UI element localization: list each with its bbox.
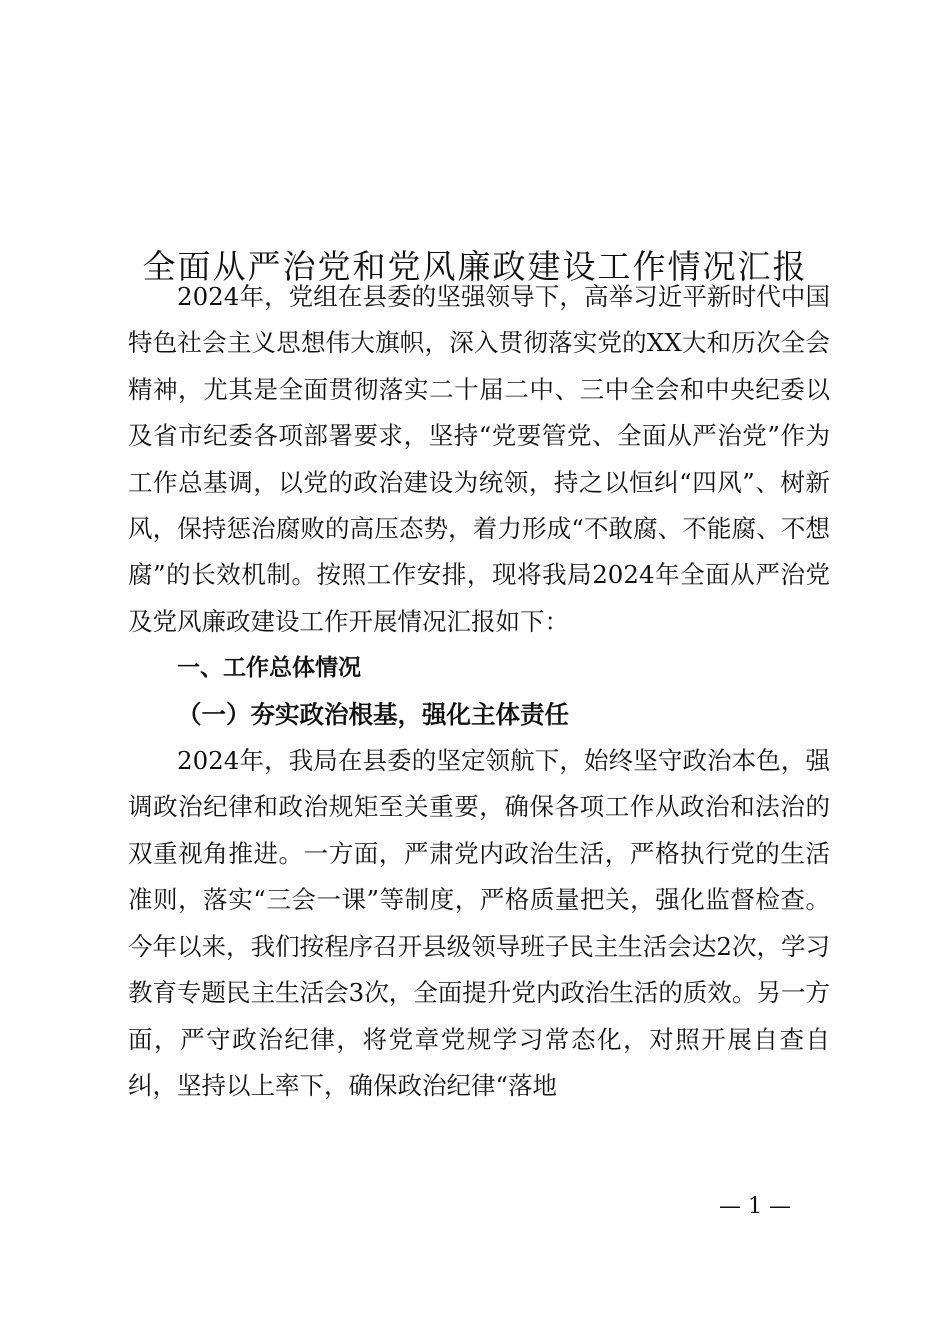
document-title: 全面从严治党和党风廉政建设工作情况汇报 [142, 247, 808, 287]
subsection-heading: （一）夯实政治根基，强化主体责任 [177, 699, 569, 729]
document-body [128, 274, 830, 1109]
intro-paragraph: 2024年，党组在县委的坚强领导下，高举习近平新时代中国特色社会主义思想伟大旗帜，深入贯彻落实党的XX大和历次全会精神，尤其是全面贯彻落实二十届二中、三中全会和中央纪委以及省市纪委各项部署要求，坚持“党要管党、全面从严治党”作为工作总基调，以党的政治建设为统领，持之以恒纠“四风”、树新风，保持惩治腐败的高压态势，着力形成“不敢腐、不能腐、不想腐”的长效机制。按照工作安排，现将我局2024年全面从严治党及党风廉政建设工作开展情况汇报如下： [128, 282, 830, 636]
page-number: — 1 — [719, 1194, 791, 1219]
subsection-paragraph: 2024年，我局在县委的坚定领航下，始终坚守政治本色，强调政治纪律和政治规矩至关重要，确保各项工作从政治和法治的双重视角推进。一方面，严肃党内政治生活，严格执行党的生活准则，落实“三会一课”等制度，严格质量把关，强化监督检查。今年以来，我们按程序召开县级领导班子民主生活会达2次，学习教育专题民主生活会3次，全面提升党内政治生活的质效。另一方面，严守政治纪律，将党章党规学习常态化，对照开展自查自纠，坚持以上率下，确保政治纪律“落地 [128, 746, 830, 1100]
section-heading: 一、工作总体情况 [177, 655, 361, 682]
